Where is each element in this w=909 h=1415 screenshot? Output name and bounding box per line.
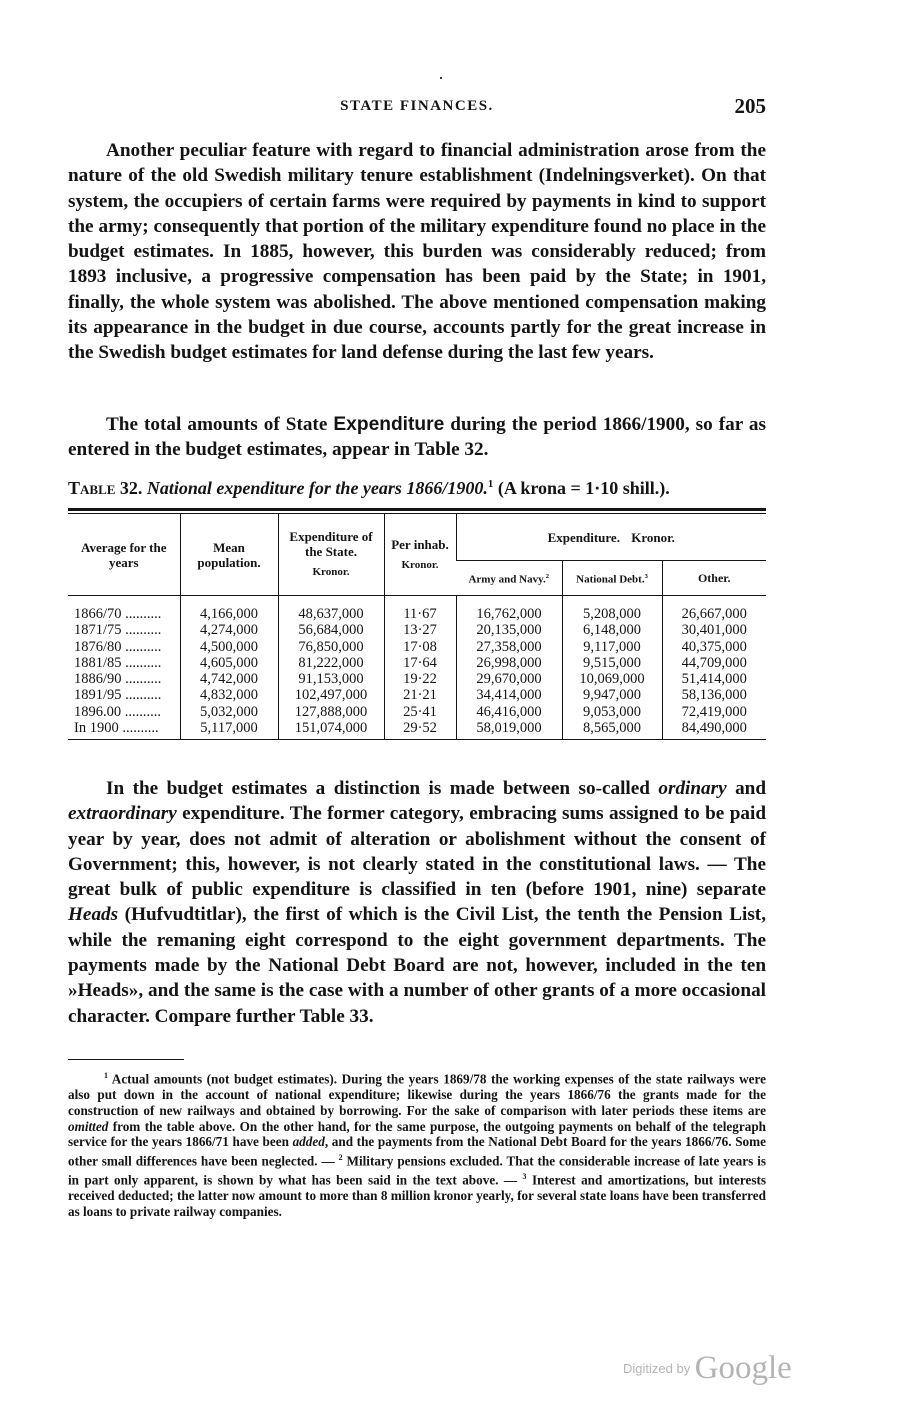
table-caption: [68, 478, 766, 499]
watermark-small-text: Digitized by: [623, 1361, 691, 1376]
table-row: [68, 704, 766, 720]
cell-other: 30,401,000: [662, 622, 766, 638]
spacer-row: [68, 596, 766, 607]
cell-army: 34,414,000: [456, 687, 562, 703]
cell-per-inhab: 17·08: [384, 639, 456, 655]
header-expenditure: [278, 514, 384, 596]
cell-years: 1876/80 ..........: [74, 638, 162, 655]
paragraph-expenditure-intro: [68, 412, 766, 463]
paragraph-ordinary-extraordinary: [68, 776, 766, 1029]
cell-debt: 5,208,000: [562, 606, 662, 622]
page-number: 205: [734, 94, 766, 118]
cell-expenditure: 102,497,000: [278, 687, 384, 703]
header-expenditure-unit: Kronor.: [312, 566, 350, 578]
cell-population: 4,500,000: [180, 639, 278, 655]
table-label: Table 32.: [68, 478, 143, 498]
footnotes: [68, 1068, 766, 1220]
exchange-rate-note: (A krona = 1·10 shill.).: [497, 478, 670, 498]
footnote-mark-3: 3: [522, 1172, 527, 1181]
cell-per-inhab: 17·64: [384, 655, 456, 671]
emphasis-ordinary: ordinary: [658, 778, 727, 799]
cell-debt: 9,947,000: [562, 687, 662, 703]
cell-debt: 8,565,000: [562, 720, 662, 739]
google-logo: Google: [694, 1350, 792, 1386]
header-row-1: [68, 514, 766, 561]
cell-population: 4,832,000: [180, 687, 278, 703]
decorative-dot: ·: [438, 68, 444, 88]
cell-expenditure: 56,684,000: [278, 622, 384, 638]
header-years: Average for the years: [68, 514, 180, 596]
cell-debt: 9,515,000: [562, 655, 662, 671]
table-row: [68, 671, 766, 687]
cell-other: 40,375,000: [662, 639, 766, 655]
cell-years: 1881/85 ..........: [74, 654, 162, 671]
cell-population: 5,117,000: [180, 720, 278, 739]
footnote-ref: 2: [545, 572, 550, 580]
cell-population: 4,166,000: [180, 606, 278, 622]
footnote-ref: 1: [487, 478, 494, 490]
cell-population: 4,742,000: [180, 671, 278, 687]
cell-army: 20,135,000: [456, 622, 562, 638]
header-other: Other.: [662, 561, 766, 596]
paragraph-text: The total amounts of State: [106, 414, 334, 435]
table-row: [68, 606, 766, 622]
cell-debt: 10,069,000: [562, 671, 662, 687]
header-army-label: Army and Navy.: [468, 573, 546, 586]
header-population: Mean population.: [180, 514, 278, 596]
cell-per-inhab: 29·52: [384, 720, 456, 739]
footnote-3-text: Interest and amortizations, but interests received deducted; the latter now amount to more than 8 million kronor yearly, for several state loans have been transferred as loans to private railway companies.: [68, 1172, 767, 1219]
cell-years: 1886/90 ..........: [74, 671, 162, 688]
cell-population: 4,605,000: [180, 655, 278, 671]
paragraph-text: (Hufvudtitlar), the first of which is the Civil List, the tenth the Pension List, while the remaning eight correspond to the eight government departments. The payments made by the National Debt Board are not, however, included in the ten »Heads», and the same is the case with a number of other grants of a more occasional character. Compare further Table 33.: [68, 904, 766, 1027]
paragraph-indelningsverket: Another peculiar feature with regard to financial administration arose from the nature of the old Swedish military tenure establishment (Indelningsverket). On that system, the occupiers of certain farms were required by payments in kind to support the army; consequently that portion of the military expenditure found no place in the budget estimates. In 1885, however, this burden was considerably reduced; from 1893 inclusive, a progressive compensation has been paid by the State; in 1901, finally, the whole system was abolished. The above mentioned compensation making its appearance in the budget in due course, accounts partly for the great increase in the Swedish budget estimates for land defense during the last few years.: [68, 140, 766, 364]
cell-expenditure: 151,074,000: [278, 720, 384, 739]
header-expenditure-label: Expenditure of the State.: [289, 529, 373, 559]
cell-other: 72,419,000: [662, 704, 766, 720]
header-army: [456, 561, 562, 596]
footnote-ref: 3: [644, 572, 648, 580]
table-row: [68, 622, 766, 638]
table-title: National expenditure for the years 1866/1900.: [146, 478, 488, 498]
cell-years: 1896.00 ..........: [74, 703, 161, 720]
table-top-rule: [68, 508, 766, 511]
cell-per-inhab: 13·27: [384, 622, 456, 638]
header-debt-label: National Debt.: [576, 573, 645, 586]
emphasis-heads: Heads: [68, 904, 119, 926]
emphasis-omitted: omitted: [68, 1118, 109, 1134]
cell-expenditure: 91,153,000: [278, 671, 384, 687]
emphasis-added: added: [292, 1134, 325, 1150]
cell-debt: 9,053,000: [562, 704, 662, 720]
cell-other: 44,709,000: [662, 655, 766, 671]
paragraph-text: during the period 1866/1900, so far as entered in the budget estimates, appear in Table 32.: [68, 414, 766, 461]
paragraph-text: and: [726, 778, 767, 799]
expenditure-table: [68, 514, 766, 739]
cell-debt: 6,148,000: [562, 622, 662, 638]
cell-army: 58,019,000: [456, 720, 562, 739]
cell-expenditure: 48,637,000: [278, 606, 384, 622]
table-row: [68, 687, 766, 703]
page-header: [68, 94, 766, 128]
emphasis-extraordinary: extraordinary: [68, 803, 177, 825]
google-watermark: [623, 1350, 792, 1387]
cell-expenditure: 127,888,000: [278, 704, 384, 720]
cell-other: 84,490,000: [662, 720, 766, 739]
cell-population: 4,274,000: [180, 622, 278, 638]
cell-per-inhab: 25·41: [384, 704, 456, 720]
footnote-rule: [68, 1059, 184, 1060]
cell-years: In 1900 ..........: [74, 720, 159, 737]
cell-army: 27,358,000: [456, 639, 562, 655]
header-per-inhab: [384, 514, 456, 596]
table-row: [68, 655, 766, 671]
header-group: Expenditure. Kronor.: [456, 514, 766, 561]
cell-army: 46,416,000: [456, 704, 562, 720]
cell-years: 1891/95 ..........: [74, 687, 162, 704]
footnote-1-text: from the table above. On the other hand, for the same purpose, the outgoing payments on behalf of the telegraph service for the years 1866/71 have been: [68, 1118, 766, 1150]
cell-other: 26,667,000: [662, 606, 766, 622]
footnote-2-text: Military pensions excluded. That the considerable increase of late years is in part only apparent, is shown by what has been said in the text above. —: [68, 1153, 766, 1188]
cell-army: 16,762,000: [456, 606, 562, 622]
cell-other: 51,414,000: [662, 671, 766, 687]
header-per-inhab-unit: Kronor.: [401, 558, 439, 571]
cell-per-inhab: 21·21: [384, 687, 456, 703]
cell-expenditure: 81,222,000: [278, 655, 384, 671]
header-per-inhab-label: Per inhab.: [391, 536, 449, 552]
cell-army: 29,670,000: [456, 671, 562, 687]
cell-per-inhab: 11·67: [384, 606, 456, 622]
cell-years: 1866/70 ..........: [74, 606, 162, 622]
cell-debt: 9,117,000: [562, 639, 662, 655]
running-head: STATE FINANCES.: [340, 98, 494, 114]
table-body: [68, 596, 766, 740]
table-row: [68, 720, 766, 739]
cell-per-inhab: 19·22: [384, 671, 456, 687]
footnote-1-text: Actual amounts (not budget estimates). During the years 1869/78 the working expenses of the state railways were also put down in the account of national expenditure; likewise during the years 1866/76 the grants made for the construction of new railways and obtained by borrowing. For the sake of comparison with later periods these items are: [68, 1071, 766, 1118]
paragraph-text: In the budget estimates a distinction is made between so-called: [106, 778, 659, 799]
footnote-mark-1: 1: [104, 1071, 108, 1080]
cell-years: 1871/75 ..........: [74, 622, 162, 639]
cell-population: 5,032,000: [180, 704, 278, 720]
paragraph-text: expenditure. The former category, embracing sums assigned to be paid year by year, does not admit of alteration or abolishment without the consent of Government; this, however, is not clearly stated in the constitutional laws. — The great bulk of public expenditure is classified in ten (before 1901, nine) separate: [68, 803, 766, 901]
cell-other: 58,136,000: [662, 687, 766, 703]
footnote-1-text: , and the payments from the National Debt Board for the years 1866/76. Some other small differences have been neglected. —: [68, 1134, 766, 1169]
table-row: [68, 639, 766, 655]
table-bottom-rule: [68, 739, 766, 740]
emphasis-expenditure: Expenditure: [333, 414, 445, 435]
header-debt: [562, 561, 662, 596]
cell-army: 26,998,000: [456, 655, 562, 671]
cell-expenditure: 76,850,000: [278, 639, 384, 655]
footnote-mark-2: 2: [338, 1152, 343, 1162]
